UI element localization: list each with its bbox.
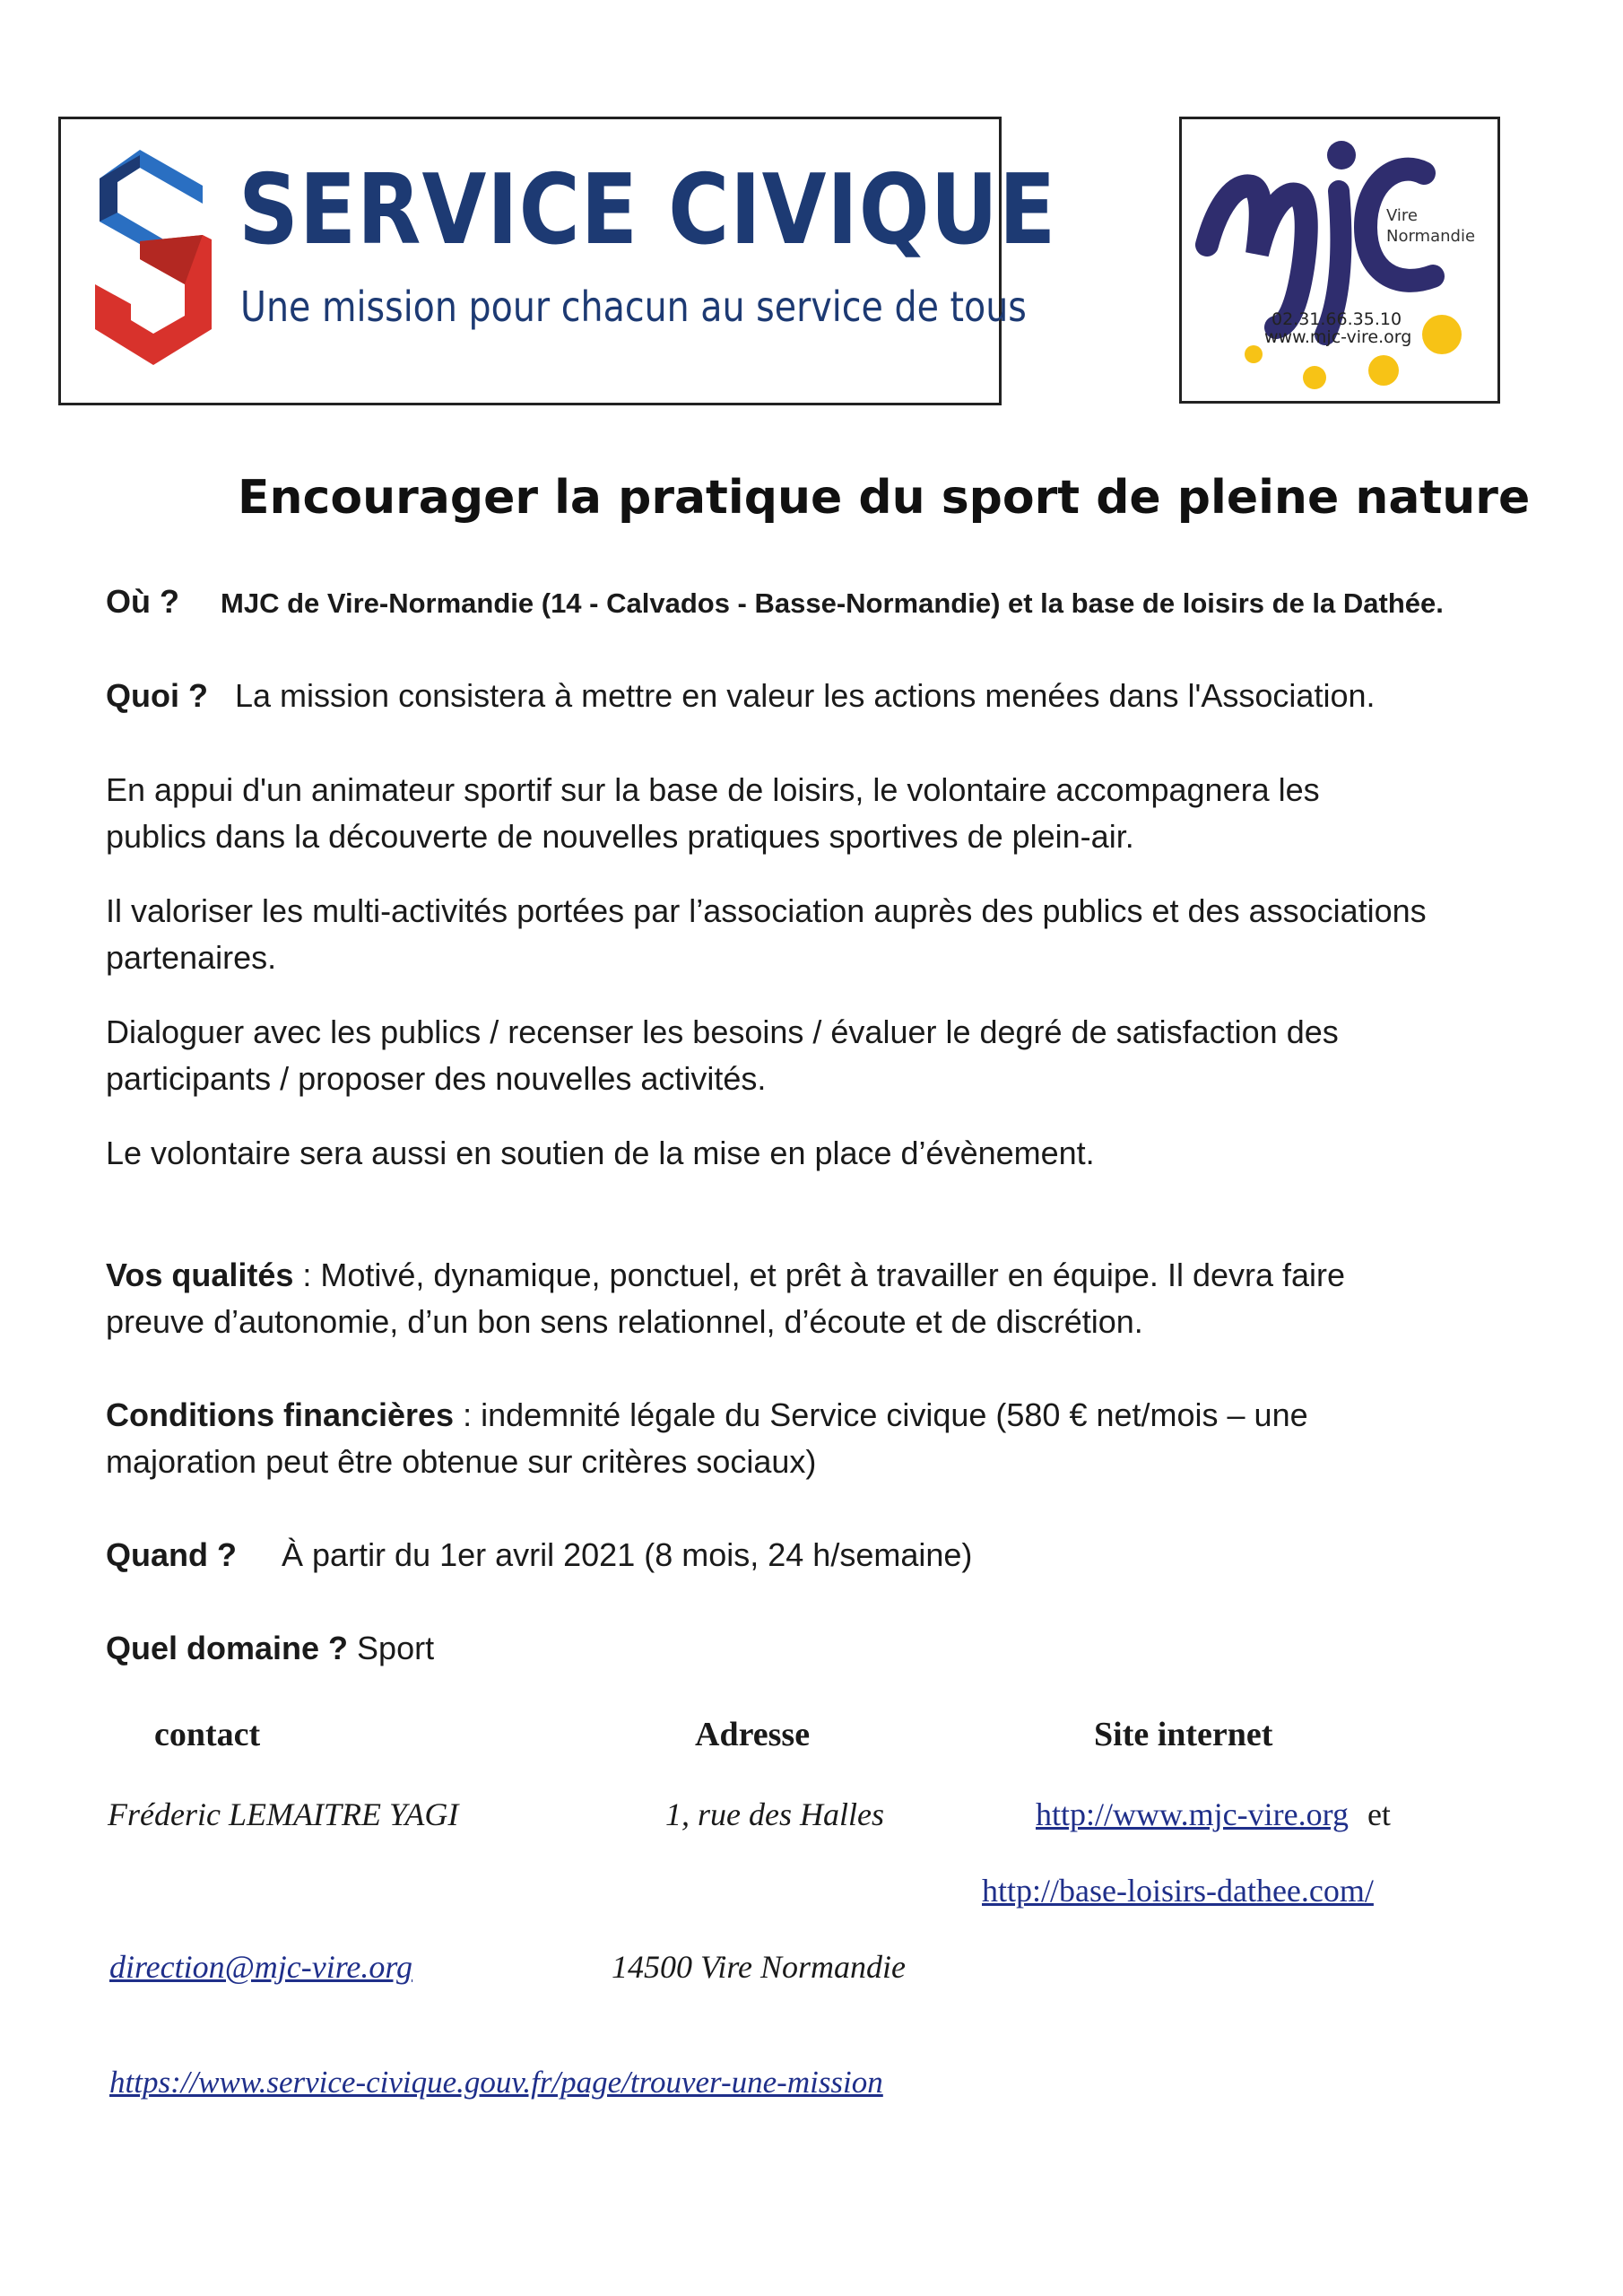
service-civique-tagline: Une mission pour chacun au service de tous bbox=[240, 283, 1027, 331]
paragraph-3-line-2: participants / proposer des nouvelles activités. bbox=[106, 1060, 767, 1097]
contact-name: Fréderic LEMAITRE YAGI bbox=[108, 1796, 459, 1832]
qualities-label: Vos qualités bbox=[106, 1257, 294, 1293]
paragraph-2 bbox=[106, 888, 1427, 981]
mjc-website: www.mjc-vire.org bbox=[1264, 327, 1412, 347]
mjc-phone: 02.31.66.35.10 bbox=[1271, 309, 1402, 329]
paragraph-1 bbox=[106, 767, 1320, 860]
qualities-block bbox=[106, 1252, 1345, 1345]
service-civique-logo-box bbox=[58, 117, 1057, 405]
what-text: La mission consistera à mettre en valeur les actions menées dans l'Association. bbox=[235, 677, 1376, 714]
when-label: Quand ? bbox=[106, 1536, 237, 1573]
domain-row bbox=[106, 1625, 434, 1672]
paragraph-2-line-2: partenaires. bbox=[106, 939, 277, 976]
address-line-1: 1, rue des Halles bbox=[665, 1796, 884, 1832]
service-civique-mission-link[interactable]: https://www.service-civique.gouv.fr/page/trouver-une-mission bbox=[109, 2065, 883, 2100]
qualities-line-2: preuve d’autonomie, d’un bon sens relationnel, d’écoute et de discrétion. bbox=[106, 1303, 1143, 1340]
paragraph-3-line-1: Dialoguer avec les publics / recenser les besoins / évaluer le degré de satisfaction des bbox=[106, 1013, 1339, 1050]
mjc-logo-icon bbox=[1182, 119, 1497, 401]
where-row bbox=[106, 578, 1444, 627]
mjc-location-line2: Normandie bbox=[1386, 227, 1476, 247]
service-civique-emblem-icon bbox=[77, 150, 230, 374]
conditions-line-1: : indemnité légale du Service civique (580 € net/mois – une bbox=[454, 1396, 1308, 1433]
paragraph-4-line-1: Le volontaire sera aussi en soutien de la mise en place d’évènement. bbox=[106, 1135, 1095, 1171]
website-header: Site internet bbox=[1094, 1716, 1273, 1753]
mjc-logo-box bbox=[1179, 117, 1500, 404]
mjc-location-line1: Vire bbox=[1386, 206, 1418, 225]
paragraph-3 bbox=[106, 1009, 1339, 1102]
what-label: Quoi ? bbox=[106, 677, 208, 714]
domain-text: Sport bbox=[348, 1630, 435, 1666]
when-text: À partir du 1er avril 2021 (8 mois, 24 h/semaine) bbox=[282, 1536, 973, 1573]
contact-header: contact bbox=[154, 1716, 261, 1753]
address-line-2: 14500 Vire Normandie bbox=[612, 1949, 906, 1985]
paragraph-1-line-2: publics dans la découverte de nouvelles pratiques sportives de plein-air. bbox=[106, 818, 1134, 855]
paragraph-1-line-1: En appui d'un animateur sportif sur la base de loisirs, le volontaire accompagnera les bbox=[106, 771, 1320, 808]
contact-email-link[interactable]: direction@mjc-vire.org bbox=[109, 1949, 413, 1985]
mjc-location bbox=[1386, 205, 1475, 248]
what-row bbox=[106, 673, 1376, 719]
where-text: MJC de Vire-Normandie (14 - Calvados - Basse-Normandie) et la base de loisirs de la Dathée. bbox=[221, 587, 1444, 619]
site-and: et bbox=[1367, 1796, 1391, 1832]
page-title: Encourager la pratique du sport de pleine nature bbox=[238, 471, 1531, 525]
paragraph-2-line-1: Il valoriser les multi-activités portées par l’association auprès des publics et des associations bbox=[106, 892, 1427, 929]
address-header: Adresse bbox=[695, 1716, 811, 1753]
conditions-label: Conditions financières bbox=[106, 1396, 455, 1433]
when-row bbox=[106, 1532, 972, 1578]
domain-label: Quel domaine ? bbox=[106, 1630, 349, 1666]
qualities-line-1: : Motivé, dynamique, ponctuel, et prêt à travailler en équipe. Il devra faire bbox=[293, 1257, 1346, 1293]
service-civique-title: SERVICE CIVIQUE bbox=[239, 154, 1057, 266]
where-label: Où ? bbox=[106, 583, 179, 620]
paragraph-4 bbox=[106, 1130, 1095, 1177]
site-link-mjc[interactable]: http://www.mjc-vire.org bbox=[1036, 1796, 1349, 1832]
site-row-1 bbox=[1036, 1796, 1391, 1833]
conditions-line-2: majoration peut être obtenue sur critères sociaux) bbox=[106, 1443, 817, 1480]
site-link-dathee[interactable]: http://base-loisirs-dathee.com/ bbox=[982, 1873, 1374, 1909]
conditions-block bbox=[106, 1392, 1308, 1485]
